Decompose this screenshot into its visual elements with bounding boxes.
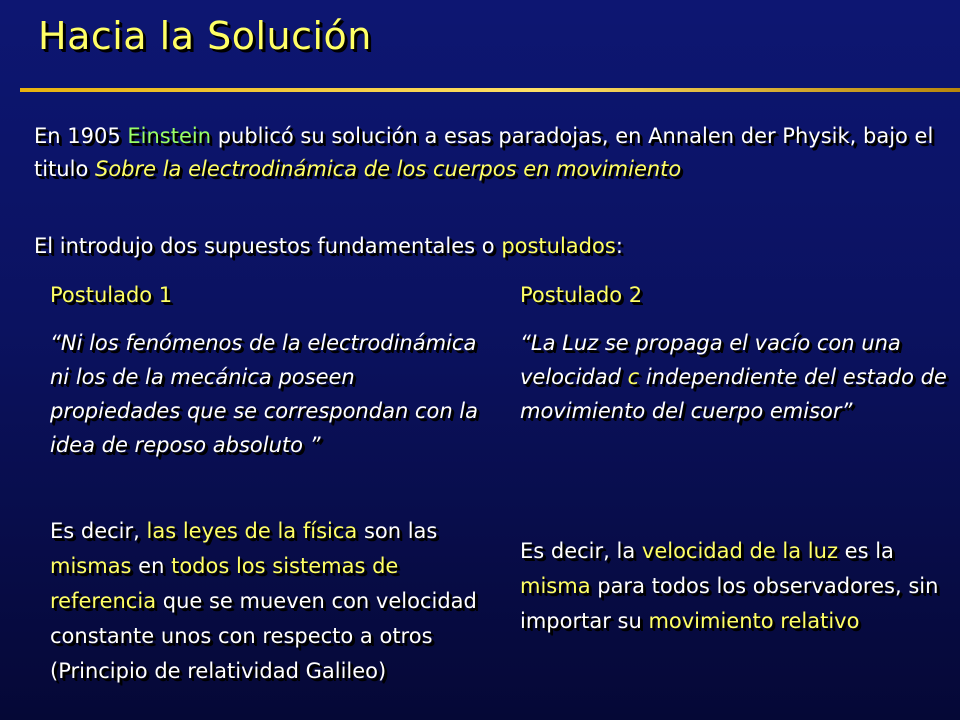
postulado-2-explanation xyxy=(520,534,950,639)
quote-text: “La Luz se propaga el vacío con una velocidad xyxy=(520,331,901,389)
title-divider xyxy=(20,88,960,92)
explanation-text: Es decir, la xyxy=(520,539,642,563)
explanation-text: Es decir, xyxy=(50,519,147,543)
paper-title: Sobre la electrodinámica de los cuerpos en movimiento xyxy=(94,157,682,181)
postulates-intro-colon: : xyxy=(615,234,623,258)
highlight-misma: misma xyxy=(520,574,591,598)
einstein-name: Einstein xyxy=(127,124,212,148)
postulado-1-heading: Postulado 1 xyxy=(50,283,173,307)
explanation-text: para todos los observadores, sin importar su xyxy=(520,574,939,633)
postulado-2-quote xyxy=(520,326,950,428)
slide-title: Hacia la Solución xyxy=(38,14,372,58)
explanation-text: que se mueven con velocidad constante unos con respecto a otros (Principio de relatividad Galileo) xyxy=(50,589,477,683)
highlight-leyes: las leyes de la física xyxy=(146,519,358,543)
postulado-1-column xyxy=(50,278,490,683)
postulado-2-column xyxy=(520,278,950,633)
intro-text: En 1905 xyxy=(34,124,128,148)
highlight-movimiento: movimiento relativo xyxy=(648,609,860,633)
postulado-1-explanation xyxy=(50,514,500,689)
intro-paragraph xyxy=(34,120,934,186)
postulados-word: postulados xyxy=(501,234,616,258)
postulates-intro xyxy=(34,230,934,263)
explanation-text: son las xyxy=(357,519,438,543)
postulado-1-quote: “Ni los fenómenos de la electrodinámica ni los de la mecánica poseen propiedades que se correspondan con la idea de reposo absoluto ” xyxy=(50,331,479,457)
highlight-mismas: mismas xyxy=(50,554,132,578)
postulado-2-heading: Postulado 2 xyxy=(520,283,643,307)
symbol-c: c xyxy=(627,365,640,389)
explanation-text: es la xyxy=(837,539,894,563)
highlight-velocidad: velocidad de la luz xyxy=(641,539,838,563)
quote-text: independiente del estado de movimiento del cuerpo emisor” xyxy=(520,365,947,423)
postulates-intro-text: El introdujo dos supuestos fundamentales o xyxy=(34,234,502,258)
highlight-sistemas: todos los sistemas de referencia xyxy=(50,554,399,613)
intro-text: publicó su solución a esas paradojas, en Annalen der Physik, bajo el titulo xyxy=(34,124,934,181)
explanation-text: en xyxy=(131,554,172,578)
